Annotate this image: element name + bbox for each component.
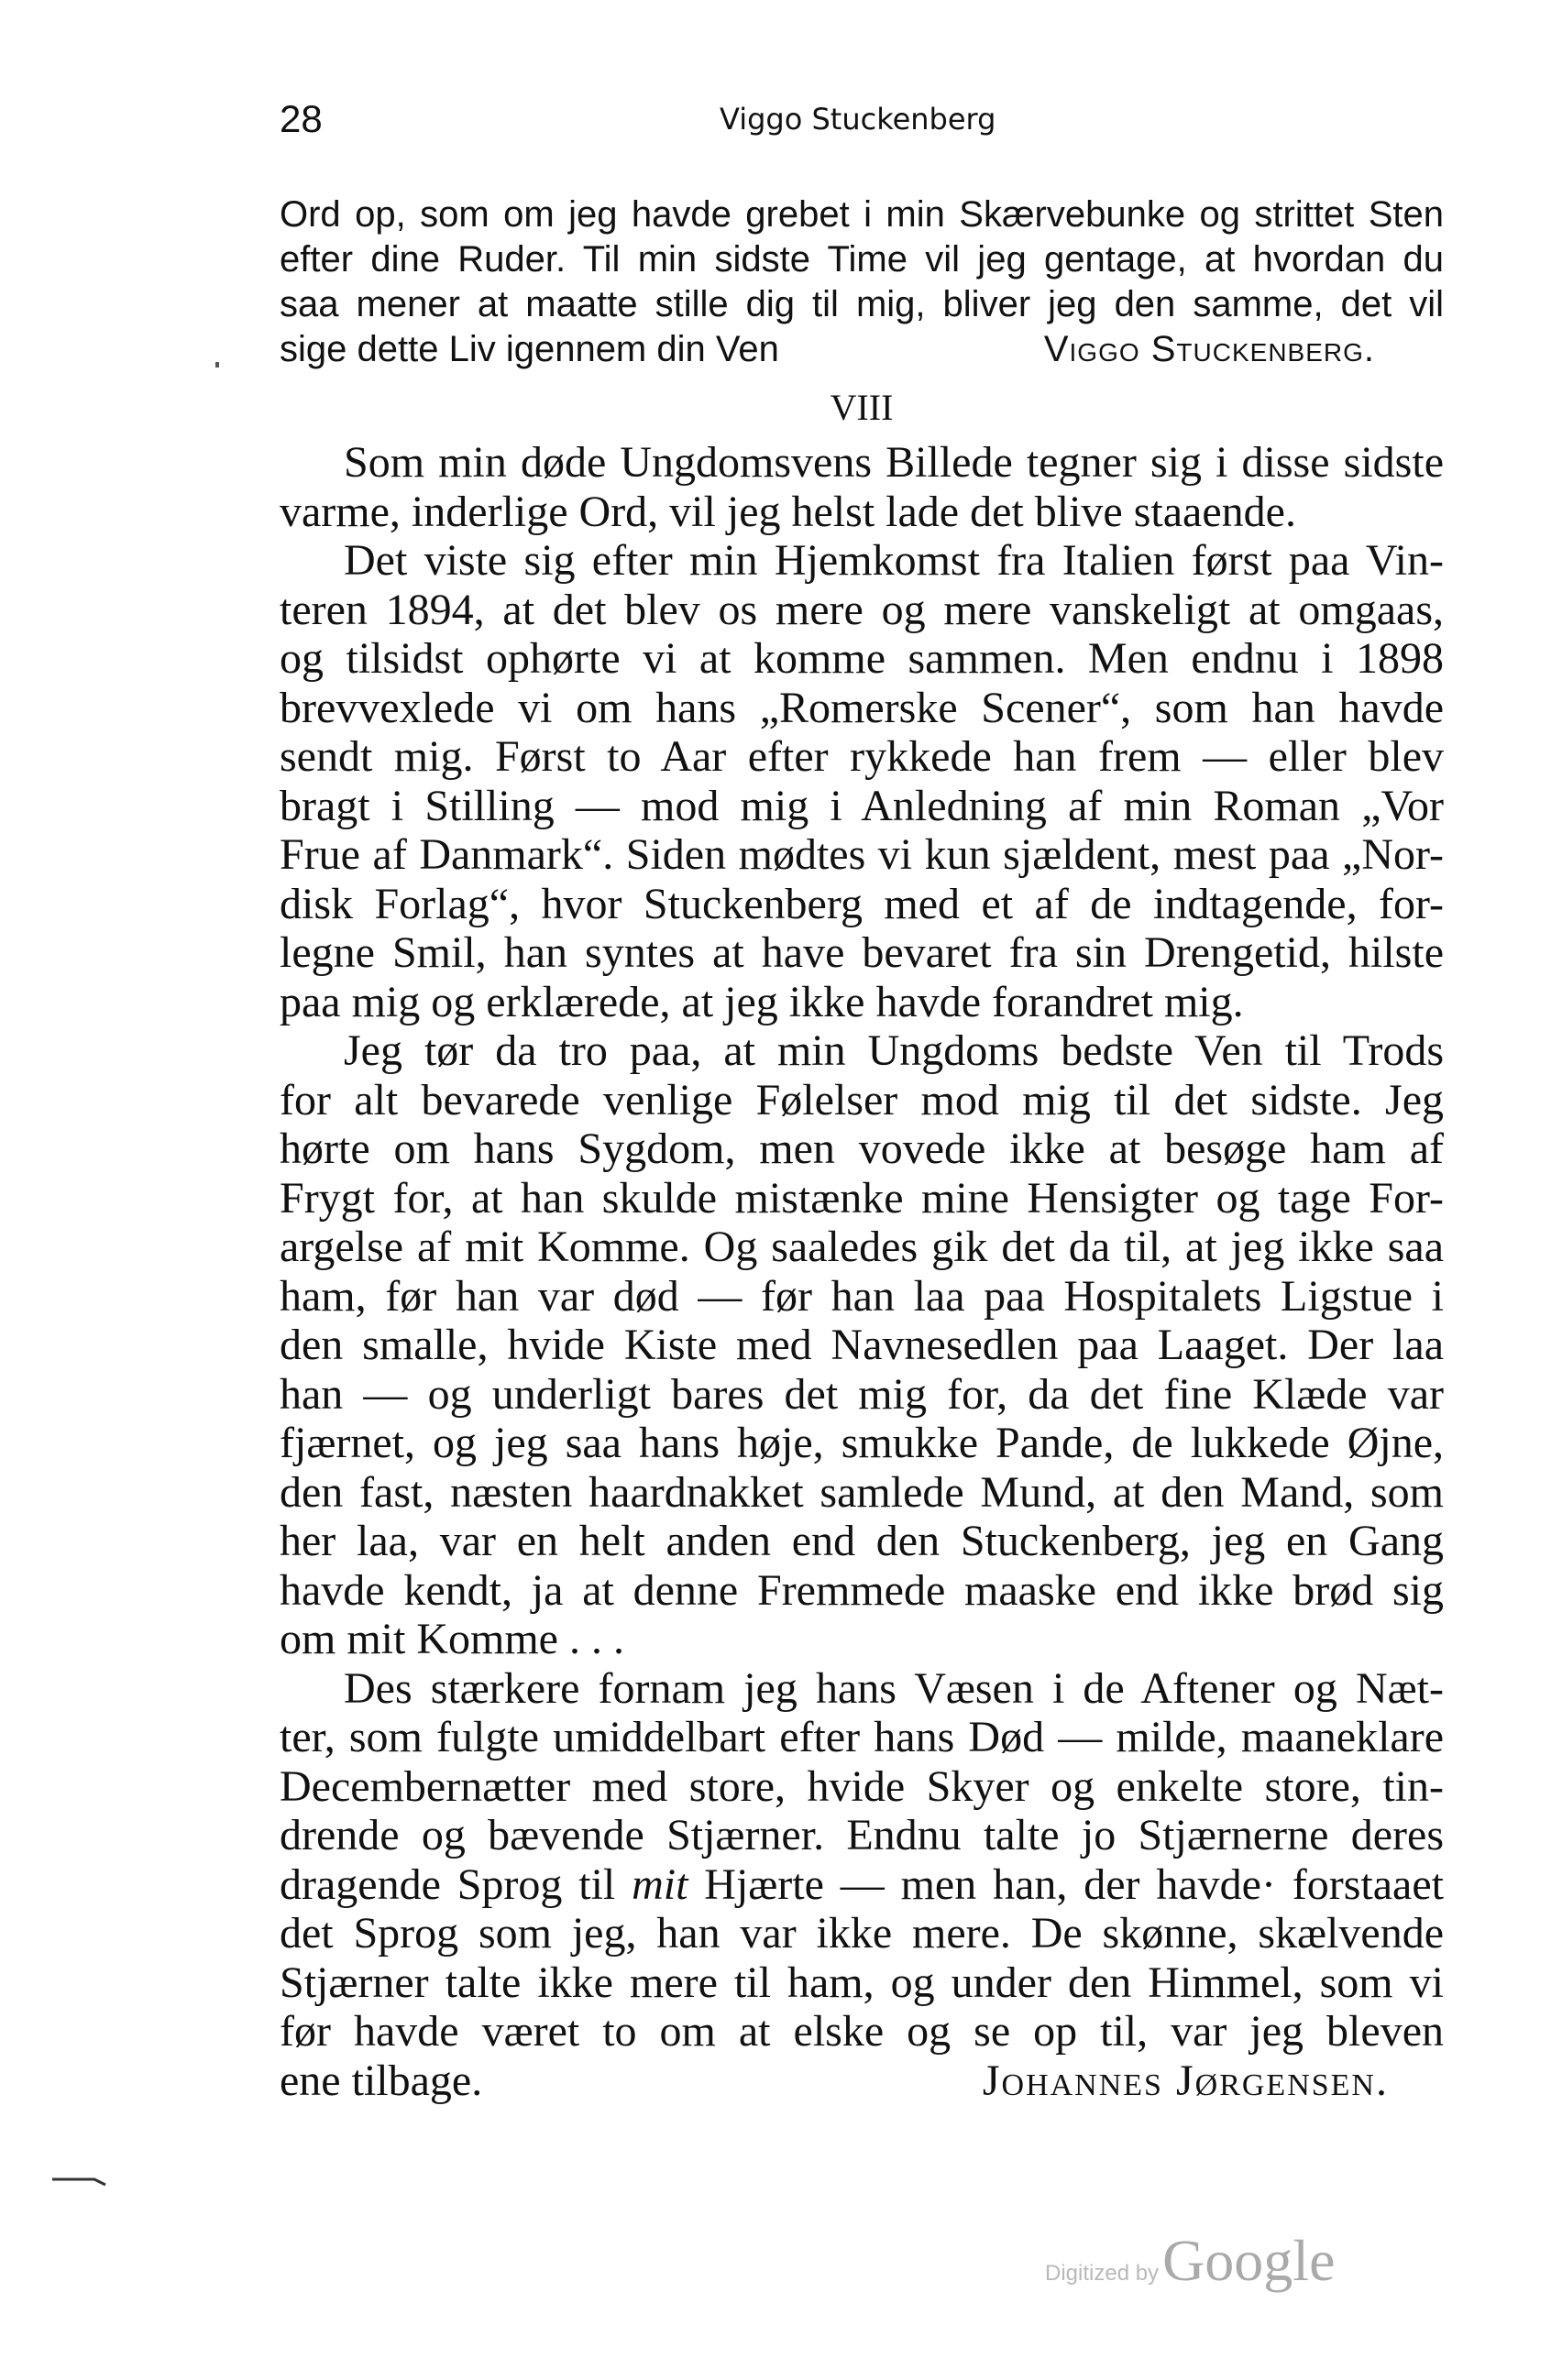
- text-line: brevvexlede vi om hans „Romerske Scener“, som han havde: [280, 683, 1444, 732]
- text-line-italic: [280, 1860, 1444, 1910]
- text-line: Jeg tør da tro paa, at min Ungdoms bedste Ven til Trods: [344, 1026, 1444, 1075]
- margin-mark: [50, 2170, 115, 2190]
- text-line: hørte om hans Sygdom, men vovede ikke at besøge ham af: [280, 1124, 1444, 1173]
- page-number: 28: [280, 97, 323, 140]
- italic-word: mit: [632, 1859, 688, 1909]
- text-line: og tilsidst ophørte vi at komme sammen. Men endnu i 1898: [280, 634, 1444, 683]
- letter-line: efter dine Ruder. Til min sidste Time vil jeg gentage, at hvordan du: [280, 239, 1444, 280]
- text-line: Frue af Danmark“. Siden mødtes vi kun sjældent, mest paa „Nor-: [280, 830, 1444, 879]
- page-header: [280, 92, 1444, 147]
- text-line: Frygt for, at han skulde mistænke mine Hensigter og tage For-: [280, 1173, 1444, 1223]
- text-line: den fast, næsten haardnakket samlede Mund, at den Mand, som: [280, 1467, 1444, 1517]
- text-line: Decembernætter med store, hvide Skyer og enkelte store, tin-: [280, 1761, 1444, 1811]
- text-line: paa mig og erklærede, at jeg ikke havde forandret mig.: [280, 977, 1244, 1026]
- letter-ending: [280, 192, 1444, 372]
- text-line: disk Forlag“, hvor Stuckenberg med et af de indtagende, for-: [280, 879, 1444, 928]
- scan-speck: [215, 362, 219, 367]
- google-logo: Google: [1162, 2228, 1336, 2293]
- letter-line: Ord op, som om jeg havde grebet i min Skærvebunke og strittet Sten: [280, 194, 1444, 235]
- text-line: om mit Komme . . .: [280, 1615, 624, 1663]
- text-line: Des stærkere fornam jeg hans Væsen i de Aftener og Næt-: [344, 1663, 1444, 1713]
- watermark-caption: Digitized by: [1045, 2261, 1160, 2286]
- text-line: argelse af mit Komme. Og saaledes gik det da til, at jeg ikke saa: [280, 1223, 1444, 1271]
- text-line: teren 1894, at det blev os mere og mere vanskeligt at omgaas,: [280, 585, 1444, 634]
- text-line: Det viste sig efter min Hjemkomst fra Italien først paa Vin-: [344, 536, 1444, 585]
- text-line: legne Smil, han syntes at have bevaret fra sin Drengetid, hilste: [280, 928, 1444, 977]
- text-line: varme, inderlige Ord, vil jeg helst lade det blive staaende.: [280, 487, 1296, 536]
- text-line: den smalle, hvide Kiste med Navnesedlen paa Laaget. Der laa: [280, 1321, 1444, 1369]
- text-line: før havde været to om at elske og se op til, var jeg bleven: [280, 2007, 1444, 2056]
- text-line: han — og underligt bares det mig for, da det fine Klæde var: [280, 1369, 1444, 1419]
- letter-line: saa mener at maatte stille dig til mig, bliver jeg den samme, det vil: [280, 284, 1444, 324]
- text-line: Stjærner talte ikke mere til ham, og under den Himmel, som vi: [280, 1958, 1444, 2007]
- letter-signature: Viggo Stuckenberg.: [1043, 329, 1375, 369]
- text-line: sendt mig. Først to Aar efter rykkede han frem — eller blev: [280, 732, 1444, 781]
- text-line: ham, før han var død — før han laa paa Hospitalets Ligstue i: [280, 1271, 1444, 1321]
- author-signature: Johannes Jørgensen.: [982, 2056, 1389, 2105]
- closing-text: ene tilbage.: [280, 2056, 483, 2105]
- letter-closing-line: [280, 327, 1444, 372]
- closing-line: [280, 2056, 1444, 2106]
- letter-closing-text: sige dette Liv igennem din Ven: [280, 329, 779, 369]
- text-fragment: dragende Sprog til: [280, 1859, 632, 1909]
- text-fragment: Hjærte — men han, der havde· forstaaet: [688, 1859, 1444, 1909]
- text-line: for alt bevarede venlige Følelser mod mig til det sidste. Jeg: [280, 1075, 1444, 1124]
- text-line: fjærnet, og jeg saa hans høje, smukke Pande, de lukkede Øjne,: [280, 1419, 1444, 1467]
- digitized-watermark: [1045, 2227, 1335, 2295]
- running-head: Viggo Stuckenberg: [720, 102, 996, 137]
- text-line: Som min døde Ungdomsvens Billede tegner sig i disse sidste: [344, 438, 1444, 487]
- text-line: her laa, var en helt anden end den Stuckenberg, jeg en Gang: [280, 1517, 1444, 1565]
- text-line: ter, som fulgte umiddelbart efter hans Død — milde, maaneklare: [280, 1713, 1444, 1761]
- text-line: drende og bævende Stjærner. Endnu talte jo Stjærnerne deres: [280, 1811, 1444, 1859]
- main-text: [280, 438, 1444, 2105]
- text-line: havde kendt, ja at denne Fremmede maaske end ikke brød sig: [280, 1565, 1444, 1615]
- text-line: det Sprog som jeg, han var ikke mere. De skønne, skælvende: [280, 1909, 1444, 1958]
- text-line: bragt i Stilling — mod mig i Anledning af min Roman „Vor: [280, 781, 1444, 830]
- section-heading: VIII: [830, 387, 894, 428]
